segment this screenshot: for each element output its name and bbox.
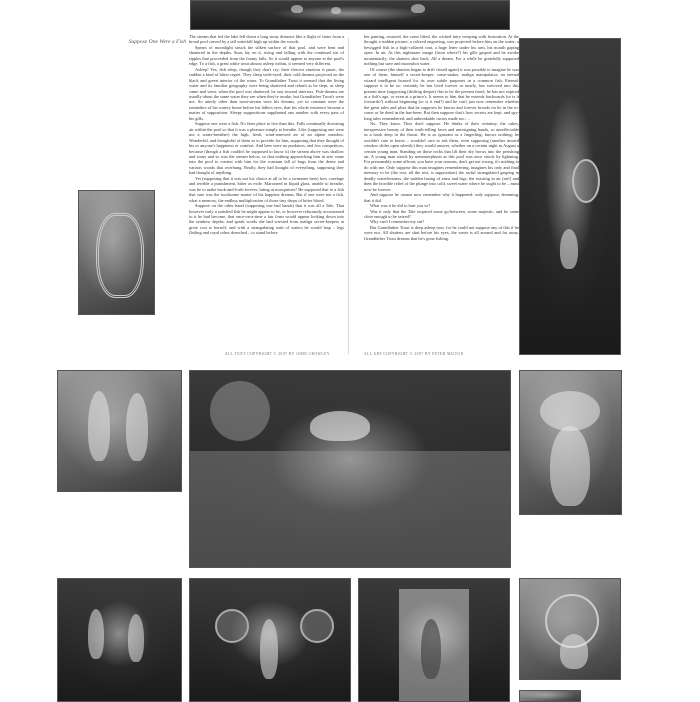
- top-engraving-fish: [190, 0, 510, 30]
- paragraph: Spears of moonlight struck the silken surface of that pool, and were bent and shattered in the depths. Stars lay on it, rising and falling with the continual stir of ripples that proceeded from the foamy falls. So it would appear to anyone at the pool's edge. To a fish, a great white trout almost asleep within, it seemed very different.: [189, 44, 344, 67]
- paragraph: Why can't I remember my sin?: [370, 219, 425, 225]
- text-column-right: [364, 34, 519, 241]
- text-column-left: [189, 34, 344, 236]
- boy-in-doorway: [358, 578, 510, 702]
- oval-mirror-room: [519, 690, 581, 702]
- story-title: Suppose One Were a Fish: [128, 39, 186, 45]
- paragraph: Suppose one were a fish. No finer place to live than this. Falls continually drowning air within the pool so that it was a pleasure simply to breathe. Like (supposing one were not a water-breather) the high, fresh, wind-renewed air of an alpine meadow. Wonderful, and thoughtful of them so to provide for him, supposing that they thought of his or anyone's happiness or comfort. And here were no predators, and few competitors, because (though a fish couldn't be supposed to know it) the stream above was shallow and stony and so was the stream below, so that nothing approaching him in size came into the pool to contest with him for the constant fall of bugs from the dense and various woods that overhung. Really, they had thought of everything, supposing they had thought of anything.: [189, 121, 345, 176]
- statues-garden: [189, 578, 351, 702]
- paragraph: But Grandfather Trout is deep asleep now, for he could not suppose any of this if he were not. All shutters are shut before his eyes, the water is all around and far away. Grandfather Trout dreams that he's gone fishing.: [364, 224, 519, 241]
- right-tall-engraving: [519, 38, 621, 355]
- paragraph: Of course (the shutters began to drift closed again) it was possible to imagine he was one of them, himself a secret-keeper, curse-maker, malign manipulator; an eternal wizard intelligent housed for its own subtle purposes in a common fish. Eternal: suppose it to be so: certainly he has lived forever or nearly, has survived into this present time (supposing (drifting deeper) this to be the present time); he has not expired at a fish's age, or even at a prince's. It seems to him that he extends backwards (or is it forwards?) without beginning (or is it end?) and he can't just now remember whether the great tales and plots that he supposes he knows and forever broods on lie in the to-come or lie deed in the has-been. But then suppose that's how secrets are kept, and spy-long tales remembered, and unbreakable curses made too….: [364, 66, 519, 121]
- paragraph: What was it he did to hurt you so?: [370, 203, 431, 209]
- text-credit: ALL TEXT COPYRIGHT © 2007 BY JOHN CROWLEY: [225, 352, 330, 356]
- mirror-figure: [519, 578, 621, 680]
- art-credit: ALL ART COPYRIGHT © 2007 BY PETER MILTON: [364, 352, 464, 356]
- paragraph: Yet (supposing that it was not his choice at all to be a swimmer here) how cozelage and terrible a punishment, bitter as exile. Marooned in liquid glass, unable to breathe, was he to make back-and-forth forever, biting at mosquitoes? He supposed that to a fish that sure was the toothsome matter of his happiest dreams. But if one were not a fish, what a memory, the endless multiplication of those tiny drops of bitter blood.: [189, 175, 344, 203]
- dancers-window: [57, 578, 182, 702]
- portrait-left: [78, 190, 155, 315]
- paragraph: her panting, restored, the curse lifted, the wicked fairy weeping with frustration. At the thought a sudden picture, a colored engraving, was projected before him on the water: a bewigged fish in a high-collared coat, a huge letter under his arm, his mouth gaping open. In air. At this nightmare image (from where?) his gills gasped and he awoke momentarily; the shatters shot back. All a dream. For a while he gratefully supposed nothing but save and moonshot water.: [364, 34, 519, 67]
- paragraph: Asleep! Yes, fish sleep, though they don't cry; their fiercest emotion is panic, the sudden a kind of bitter regret. They sleep wide-eyed, their cold dreams projected on the black and green interior of the water. To Grandfather Trout it seemed that the living water and its familiar geography were being shattered and rebuilt as he slept, as sleep came and went: when the pool was shattered, he saw inward interiors. Fish-dreams are usually about the same water they see when they're awake, but Grandfather Trout's were not. So utterly other than trout-stream were his dreams, yet so constant were the reminders of his watery home before his lidless eyes, that his whole existence became a matter of supposition. Sleepy suppositions supplanted one another with every pass of his gills.: [189, 66, 344, 121]
- paragraph: The stream that fed the lake fell down a long stony distance like a flight of stairs from a broad pool carved by a tall waterfall high up within the woods.: [189, 34, 344, 45]
- main-swimmer-engraving: [189, 370, 511, 568]
- paragraph: No. They know. They don't suppose. He thinks of their certainty, the cakes, inexpressive beauty of their truth-telling faces and unresigning hands, so unreflectable as a hook deep in the throat. He is as ignorant as a fingerling; knows nothing; he wouldn't care to know – wouldn't care to ask them, even supposing (another inward window slides open silently) they would answer, whether on a certain night in August a certain young man. Standing on those rocks that lift their dry brows into the perishing air. A young man struck by metamorphosis as this pool was once struck by lightning. For presumably some affront, you have your reasons, don't get me wrong, it's nothing to do with me. Only suppose this man imagines remembering, imagines his only and final memory to be (the rest, all the rest, is supposition) the awful strangulated gasping in deadly waterlessness, the sudden fusing of arms and legs, the twisting in air (air!) and then the horrible relief of the plunge into cold, sweet water where he ought to be – must now be forever.: [364, 121, 519, 192]
- woman-hat-portrait: [519, 370, 622, 515]
- two-girls-window: [57, 370, 182, 492]
- paragraph: And suppose he cannot now remember why it happened: only suppose, dreaming, that it did.: [364, 192, 519, 203]
- column-divider: [348, 38, 349, 354]
- paragraph: Was it only that the Tale required some go-between, some majestic, and he came close enough to be seized?: [364, 208, 519, 219]
- paragraph: Suppose on the other hand (supposing one had hands) that it was all a Tale. That however truly a satisfied fish he might appear to be, or however reluctantly accustomed to it he had become, that once-on-a-time a fair form would appear looking down into the rainbow depths, and speak words she had wrested from malign secret-keepers at great cost to herself, and with a strangulating rush of waters he would leap – legs flailing and royal robes drenched – to stand before: [189, 203, 344, 236]
